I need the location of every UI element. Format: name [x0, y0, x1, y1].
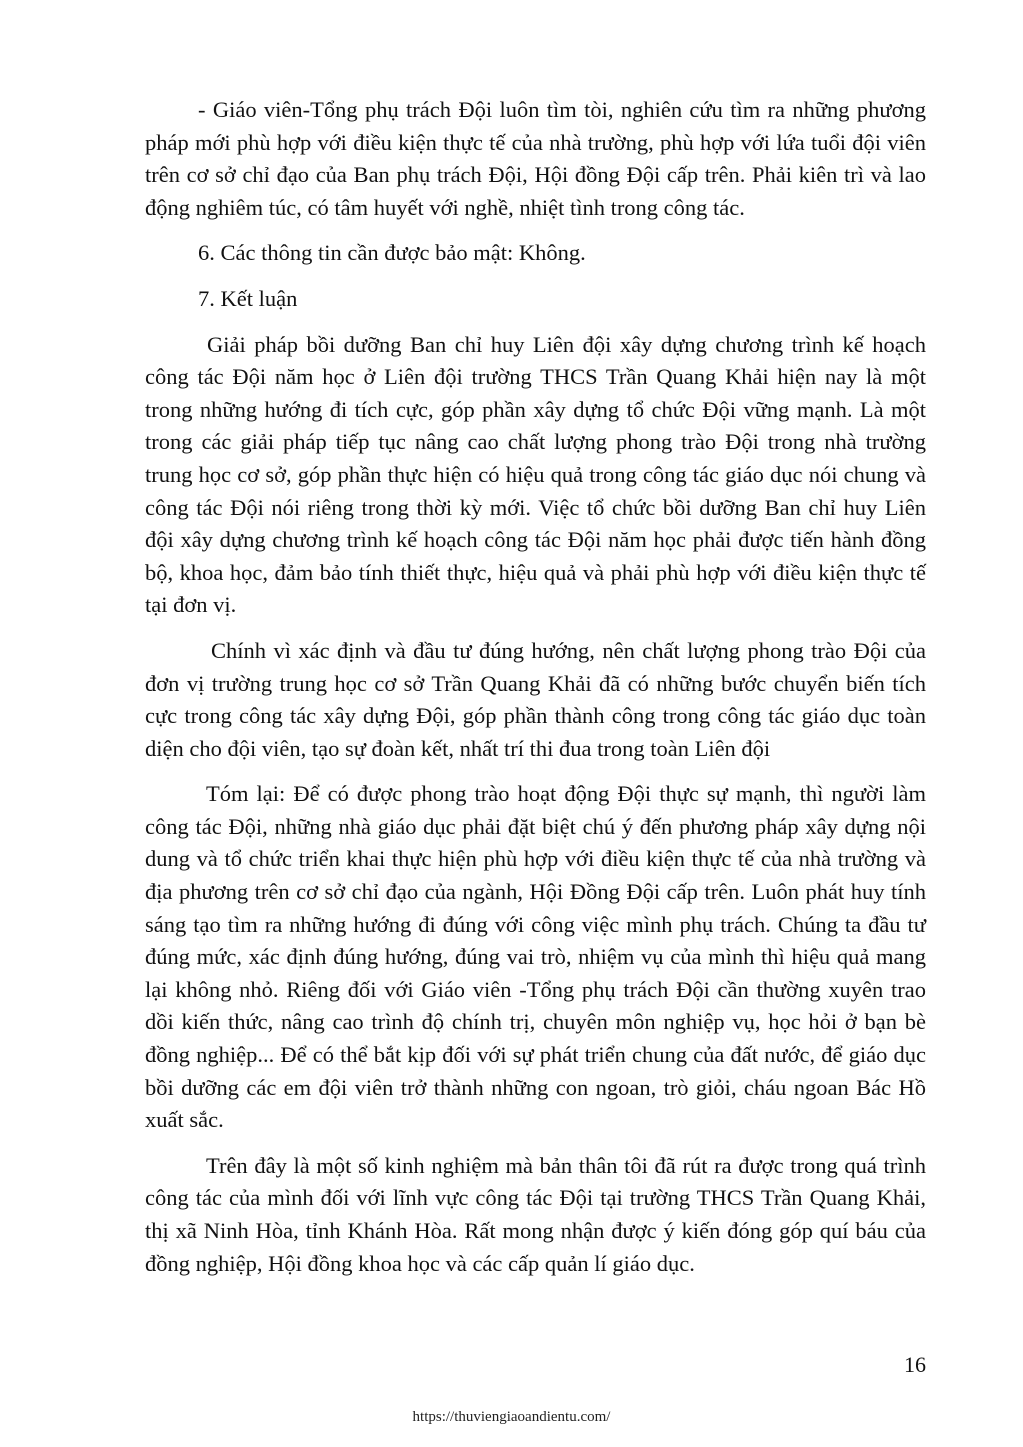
paragraph-teacher-role: - Giáo viên-Tổng phụ trách Đội luôn tìm tòi, nghiên cứu tìm ra những phương pháp mới phù hợp với điều kiện thực tế của nhà trường, phù hợp với lứa tuổi đội viên trên cơ sở chỉ đạo của Ban phụ trách Đội, Hội đồng Đội cấp trên. Phải kiên trì và lao động nghiêm túc, có tâm huyết với nghề, nhiệt tình trong công tác. [145, 97, 926, 220]
paragraph-conclusion-2: Chính vì xác định và đầu tư đúng hướng, nên chất lượng phong trào Đội của đơn vị trường trung học cơ sở Trần Quang Khải đã có những bước chuyển biến tích cực trong công tác xây dựng Đội, góp phần thành công trong công tác giáo dục toàn diện cho đội viên, tạo sự đoàn kết, nhất trí thi đua trong toàn Liên đội [145, 637, 926, 761]
paragraph-closing: Trên đây là một số kinh nghiệm mà bản thân tôi đã rút ra được trong quá trình công tác của mình đối với lĩnh vực công tác Đội tại trường THCS Trần Quang Khải, thị xã Ninh Hòa, tỉnh Khánh Hòa. Rất mong nhận được ý kiến đóng góp quí báu của đồng nghiệp, Hội đồng khoa học và các cấp quản lí giáo dục. [145, 1152, 926, 1276]
page-number: 16 [904, 1352, 926, 1377]
paragraph-summary: Tóm lại: Để có được phong trào hoạt động Đội thực sự mạnh, thì người làm công tác Đội, những nhà giáo dục phải đặt biệt chú ý đến phương pháp xây dựng nội dung và tổ chức triển khai thực hiện phù hợp với điều kiện thực tế của nhà trường và địa phương trên cơ sở chỉ đạo của ngành, Hội Đồng Đội cấp trên. Luôn phát huy tính sáng tạo tìm ra những hướng đi đúng với công việc mình phụ trách. Chúng ta đầu tư đúng mức, xác định đúng hướng, đúng vai trò, nhiệm vụ của mình thì hiệu quả mang lại không nhỏ. Riêng đối với Giáo viên -Tổng phụ trách Đội cần thường xuyên trao dồi kiến thức, nâng cao trình độ chính trị, chuyên môn nghiệp vụ, học hỏi ở bạn bè đồng nghiệp... Để có thể bắt kịp đối với sự phát triển chung của đất nước, để giáo dục bồi dưỡng các em đội viên trở thành những con ngoan, trò giỏi, cháu ngoan Bác Hồ xuất sắc. [145, 781, 926, 1133]
body-text [145, 94, 926, 1293]
section-heading-conclusion: 7. Kết luận [198, 285, 298, 311]
paragraph-confidential-info: 6. Các thông tin cần được bảo mật: Không. [198, 240, 586, 266]
footer-url: https://thuviengiaoandientu.com/ [412, 1409, 611, 1425]
paragraph-conclusion-1: Giải pháp bồi dưỡng Ban chỉ huy Liên đội xây dựng chương trình kế hoạch công tác Đội năm học ở Liên đội trường THCS Trần Quang Khải hiện nay là một trong những hướng đi tích cực, góp phần xây dựng tổ chức Đội vững mạnh. Là một trong các giải pháp tiếp tục nâng cao chất lượng phong trào Đội trong nhà trường trung học cơ sở, góp phần thực hiện có hiệu quả trong công tác giáo dục nói chung và công tác Đội nói riêng trong thời kỳ mới. Việc tổ chức bồi dưỡng Ban chỉ huy Liên đội xây dựng chương trình kế hoạch công tác Đội năm học phải được tiến hành đồng bộ, khoa học, đảm bảo tính thiết thực, hiệu quả và phải phù hợp với điều kiện thực tế tại đơn vị. [145, 331, 926, 618]
